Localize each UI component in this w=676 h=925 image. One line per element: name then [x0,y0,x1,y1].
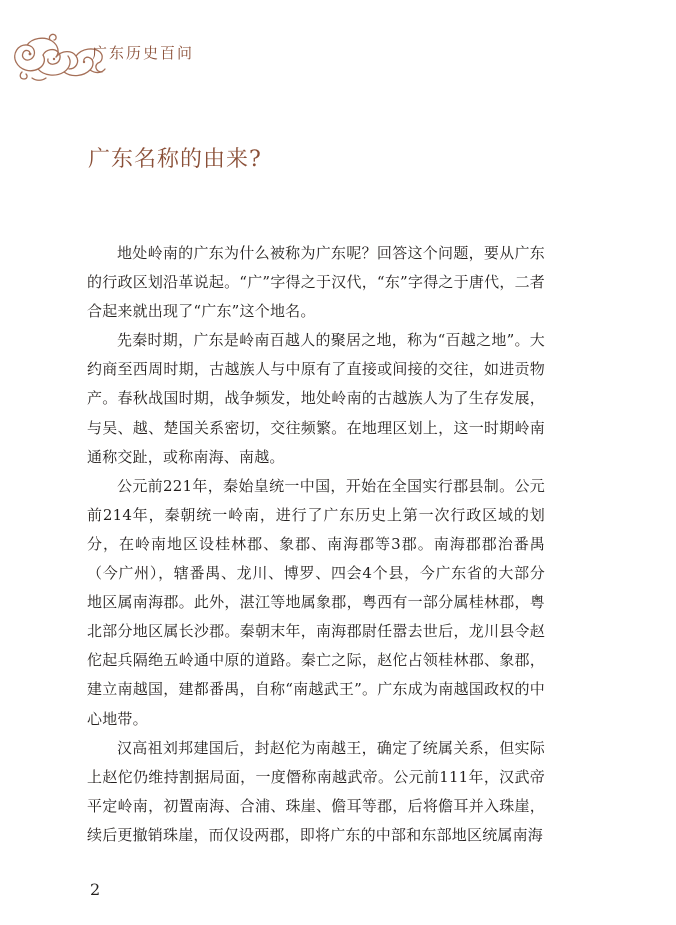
page-number: 2 [90,880,101,899]
body-text [87,239,545,850]
paragraph: 先秦时期，广东是岭南百越人的聚居之地，称为“百越之地”。大约商至西周时期，古越族人与中原有了直接或间接的交往，如进贡物产。春秋战国时期，战争频发，地处岭南的古越族人为了生存发展，与吴、越、楚国关系密切，交往频繁。在地理区划上，这一时期岭南通称交趾，或称南海、南越。 [87,331,545,466]
paragraph: 汉高祖刘邦建国后，封赵佗为南越王，确定了统属关系，但实际上赵佗仍维持割据局面，一度僭称南越武帝。公元前111年，汉武帝平定岭南，初置南海、合浦、珠崖、儋耳等郡，后将儋耳并入珠崖，续后更撤销珠崖，而仅设两郡，即将广东的中部和东部地区统属南海 [87,738,545,844]
running-header-title: 广东历史百问 [92,44,195,62]
running-header [10,32,310,84]
chapter-title: 广东名称的由来? [88,147,262,172]
paragraph: 公元前221年，秦始皇统一中国，开始在全国实行郡县制。公元前214年，秦朝统一岭南，进行了广东历史上第一次行政区域的划分，在岭南地区设桂林郡、象郡、南海郡等3郡。南海郡郡治番禺（今广州），辖番禺、龙川、博罗、四会4个县，今广东省的大部分地区属南海郡。此外，湛江等地属象郡，粤西有一部分属桂林郡，粤北部分地区属长沙郡。秦朝末年，南海郡尉任嚣去世后，龙川县令赵佗起兵隔绝五岭通中原的道路。秦亡之际，赵佗占领桂林郡、象郡，建立南越国，建都番禺，自称“南越武王”。广东成为南越国政权的中心地带。 [87,476,545,728]
paragraph: 地处岭南的广东为什么被称为广东呢？回答这个问题，要从广东的行政区划沿革说起。“广”字得之于汉代，“东”字得之于唐代，二者合起来就出现了“广东”这个地名。 [87,244,545,321]
